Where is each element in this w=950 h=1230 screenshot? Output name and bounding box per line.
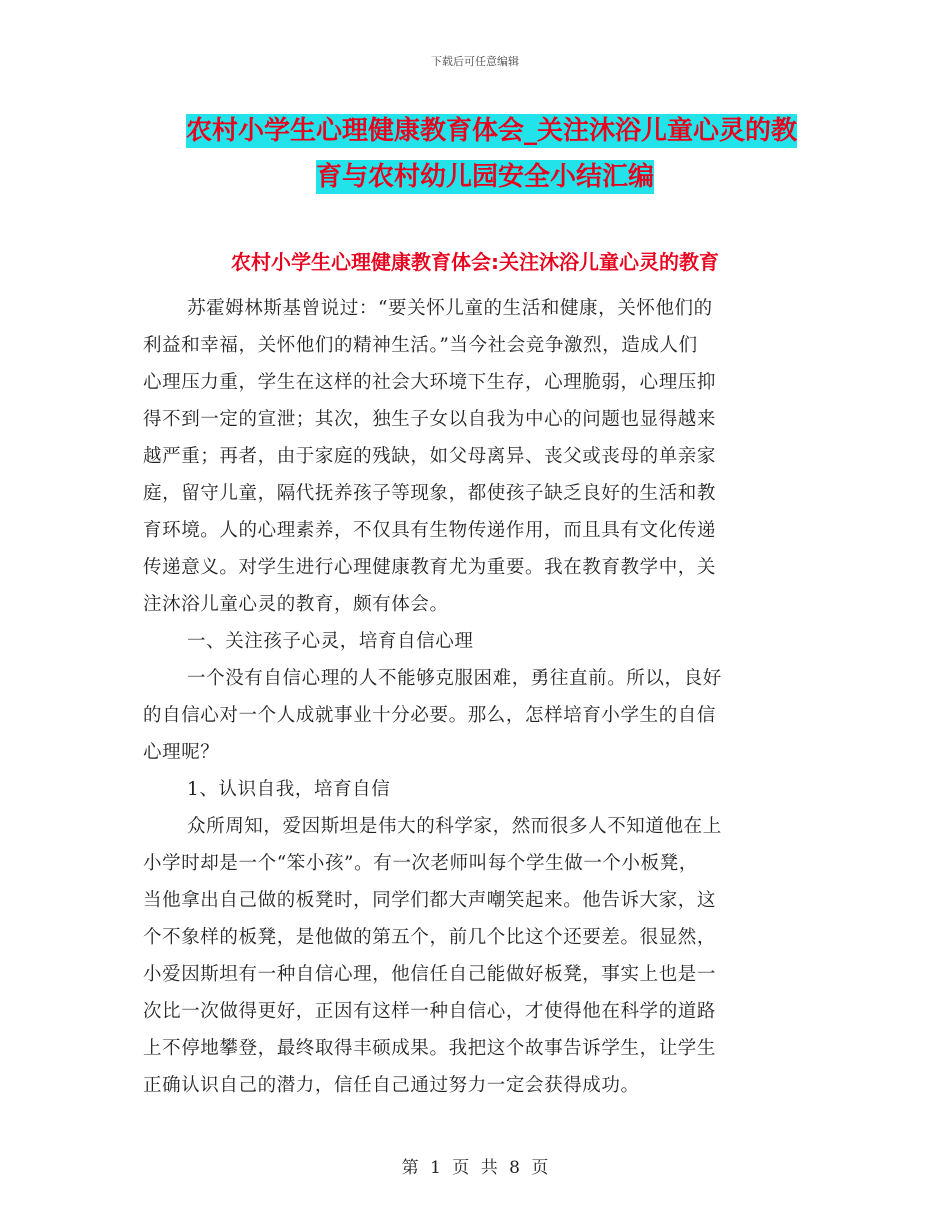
paragraph-line: 心理压力重，学生在这样的社会大环境下生存，心理脆弱，心理压抑 bbox=[143, 372, 717, 393]
paragraph-line: 心理呢？ bbox=[143, 742, 220, 763]
paragraph-line: 利益和幸福，关怀他们的精神生活。”当今社会竞争激烈，造成人们 bbox=[143, 335, 698, 356]
body-text bbox=[143, 290, 803, 1104]
paragraph-line: 一个没有自信心理的人不能够克服困难，勇往直前。所以，良好 bbox=[187, 668, 722, 689]
title-highlight-1: 农村小学生心理健康教育体会_关注沐浴儿童心灵的教 bbox=[186, 116, 798, 146]
paragraph-line: 当他拿出自己做的板凳时，同学们都大声嘲笑起来。他告诉大家，这 bbox=[143, 890, 717, 911]
title-highlight-2: 育与农村幼儿园安全小结汇编 bbox=[315, 162, 654, 192]
paragraph-line: 得不到一定的宣泄；其次，独生子女以自我为中心的问题也显得越来 bbox=[143, 409, 717, 430]
document-title-line-1 bbox=[140, 108, 830, 154]
page-footer: 第 1 页 共 8 页 bbox=[401, 1158, 549, 1178]
document-title-line-2 bbox=[140, 154, 830, 200]
paragraph-line: 注沐浴儿童心灵的教育，颇有体会。 bbox=[143, 594, 449, 615]
paragraph-line: 个不象样的板凳，是他做的第五个，前几个比这个还要差。很显然， bbox=[143, 927, 717, 948]
paragraph-line: 的自信心对一个人成就事业十分必要。那么，怎样培育小学生的自信 bbox=[143, 705, 717, 726]
paragraph-line: 苏霍姆林斯基曾说过：“要关怀儿童的生活和健康，关怀他们的 bbox=[187, 298, 713, 319]
paragraph-line: 上不停地攀登，最终取得丰硕成果。我把这个故事告诉学生，让学生 bbox=[143, 1038, 717, 1059]
paragraph-line: 育环境。人的心理素养，不仅具有生物传递作用，而且具有文化传递 bbox=[143, 520, 717, 541]
section-title: 农村小学生心理健康教育体会:关注沐浴儿童心灵的教育 bbox=[231, 250, 719, 274]
document-title bbox=[140, 108, 830, 200]
paragraph-line: 庭，留守儿童，隔代抚养孩子等现象，都使孩子缺乏良好的生活和教 bbox=[143, 483, 717, 504]
subheading: 一、关注孩子心灵，培育自信心理 bbox=[187, 631, 474, 652]
header-note: 下载后可任意编辑 bbox=[431, 55, 519, 68]
paragraph-line: 众所周知，爱因斯坦是伟大的科学家，然而很多人不知道他在上 bbox=[187, 816, 722, 837]
subheading: 1、认识自我，培育自信 bbox=[187, 779, 391, 800]
paragraph-line: 小学时却是一个“笨小孩”。有一次老师叫每个学生做一个小板凳， bbox=[143, 853, 698, 874]
paragraph-line: 传递意义。对学生进行心理健康教育尤为重要。我在教育教学中，关 bbox=[143, 557, 717, 578]
paragraph-line: 小爱因斯坦有一种自信心理，他信任自己能做好板凳，事实上也是一 bbox=[143, 964, 717, 985]
paragraph-line: 正确认识自己的潜力，信任自己通过努力一定会获得成功。 bbox=[143, 1075, 640, 1096]
paragraph-line: 越严重；再者，由于家庭的残缺，如父母离异、丧父或丧母的单亲家 bbox=[143, 446, 717, 467]
paragraph-line: 次比一次做得更好，正因有这样一种自信心，才使得他在科学的道路 bbox=[143, 1001, 717, 1022]
